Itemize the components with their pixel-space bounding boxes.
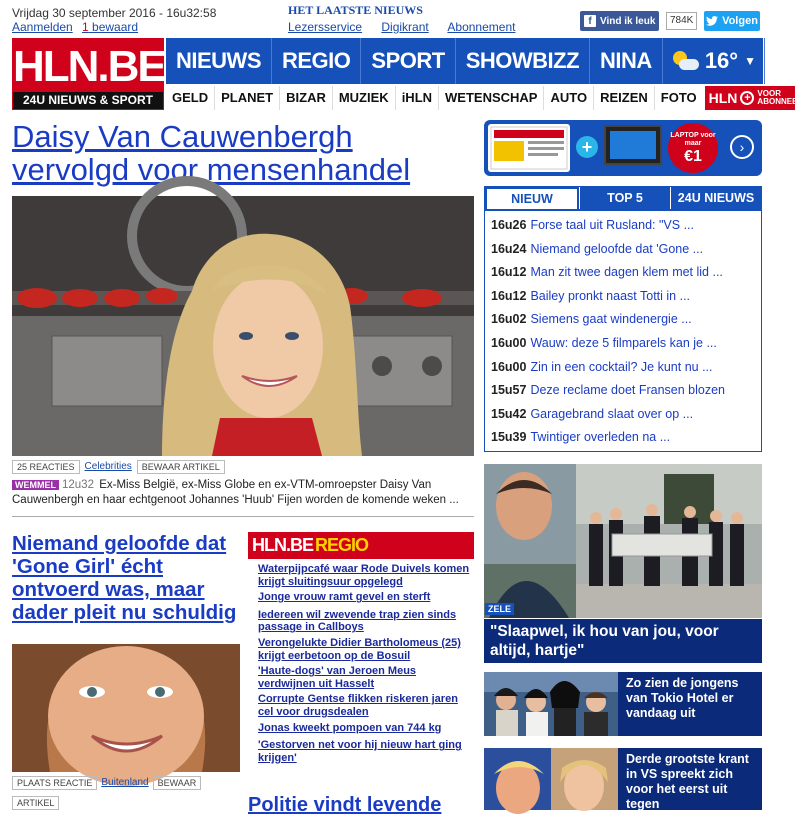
chevron-down-icon: ▼ [744, 54, 756, 68]
nav-regio[interactable]: REGIO [272, 38, 361, 84]
twitter-bird-icon [706, 16, 718, 26]
category-link[interactable]: Buitenland [101, 777, 149, 788]
article-time: 12u32 [62, 479, 94, 491]
regio-item[interactable]: Waterpijpcafé waar Rode Duivels komen krijgt sluitingsuur opgelegd [258, 563, 470, 588]
logo-title: HLN.BE [13, 42, 165, 91]
location-badge: WEMMEL [12, 480, 59, 490]
nav-nina[interactable]: NINA [590, 38, 663, 84]
subnav-muziek[interactable]: MUZIEK [333, 86, 396, 110]
woman-face-photo [12, 644, 240, 772]
newspaper-image [488, 124, 570, 172]
main-article-lead[interactable] [12, 478, 474, 508]
ticker-time: 15u39 [491, 430, 527, 445]
chevron-right-icon[interactable]: › [730, 135, 754, 159]
main-article-image[interactable] [12, 196, 474, 456]
facebook-like-count: 784K [666, 12, 697, 30]
ticker-item[interactable] [491, 238, 761, 262]
search-icon [765, 50, 787, 72]
ticker-title: Siemens gaat windenergie ... [530, 312, 692, 327]
subnav-planet[interactable]: PLANET [215, 86, 280, 110]
ticker-title: Wauw: deze 5 filmparels kan je ... [530, 335, 717, 350]
regio-header[interactable] [248, 532, 474, 559]
ticker-item[interactable] [491, 379, 761, 403]
tab-top5[interactable]: TOP 5 [579, 187, 671, 209]
tokio-hotel-photo [484, 672, 618, 736]
ticker-title: Bailey pronkt naast Totti in ... [530, 288, 691, 303]
price-caption: LAPTOP voor maar [670, 132, 716, 147]
save-article-button[interactable]: BEWAAR ARTIKEL [137, 460, 225, 474]
lezersservice-link[interactable]: Lezersservice [288, 20, 363, 34]
ticker-time: 16u26 [491, 218, 527, 232]
ticker-item[interactable] [491, 332, 761, 356]
us-newspaper-card[interactable] [484, 748, 762, 810]
main-article-tags [12, 460, 225, 474]
ticker-time: 15u42 [491, 406, 527, 421]
save-article-button[interactable]: BEWAAR [153, 776, 202, 790]
hln-plus-button[interactable] [705, 86, 803, 110]
regio-item[interactable]: 'Gestorven net voor hij nieuw hart ging krijgen' [258, 739, 462, 764]
location-badge: ZELE [485, 603, 514, 615]
news-ticker [484, 186, 762, 452]
main-navigation [166, 38, 763, 84]
ticker-time: 16u24 [491, 241, 527, 256]
ticker-item[interactable] [491, 426, 761, 450]
digikrant-link[interactable]: Digikrant [381, 20, 429, 34]
nav-nieuws[interactable]: NIEUWS [166, 38, 272, 84]
second-article-image[interactable] [12, 644, 240, 772]
tab-24u-nieuws[interactable]: 24U NIEUWS [677, 191, 755, 205]
price-value: €1 [684, 148, 702, 165]
saved-label: bewaard [92, 20, 139, 34]
second-headline[interactable]: Niemand geloofde dat 'Gone Girl' écht ontvoerd was, maar dader pleit nu schuldig [12, 532, 237, 624]
partly-cloudy-icon [671, 51, 699, 71]
regio-item[interactable]: Corrupte Gentse flikken riskeren jaren cel voor drugsdealen [258, 693, 458, 718]
subnav-bizar[interactable]: BIZAR [280, 86, 333, 110]
save-article-button-cont[interactable]: ARTIKEL [12, 796, 59, 810]
regio-list [248, 559, 474, 764]
ticker-item[interactable] [491, 308, 761, 332]
regio-item[interactable]: 'Haute-dogs' van Jeroen Meus verdwijnen uit Hasselt [258, 665, 417, 690]
funeral-procession-photo [484, 464, 762, 618]
second-article-tags [12, 776, 201, 790]
ticker-title: Niemand geloofde dat 'Gone ... [530, 241, 704, 256]
login-link[interactable]: Aanmelden [12, 20, 73, 34]
ticker-time: 16u00 [491, 359, 527, 374]
sub-navigation [166, 86, 803, 110]
ticker-time: 16u00 [491, 335, 527, 350]
woman-portrait-photo [12, 196, 474, 456]
place-reaction-button[interactable]: PLAATS REACTIE [12, 776, 97, 790]
ticker-title: Twintiger overleden na ... [530, 430, 671, 445]
saved-articles-link[interactable] [82, 20, 138, 34]
ticker-tabs [485, 187, 761, 211]
current-date: Vrijdag 30 september 2016 - 16u32:58 [12, 6, 217, 20]
facebook-like-label: Vind ik leuk [600, 15, 656, 27]
nav-sport[interactable]: SPORT [361, 38, 455, 84]
category-link[interactable]: Celebrities [84, 461, 132, 472]
subnav-wetenschap[interactable]: WETENSCHAP [439, 86, 544, 110]
facebook-like-button[interactable] [580, 11, 659, 31]
logo-subtitle: 24U NIEUWS & SPORT [13, 92, 163, 109]
service-links [288, 20, 531, 34]
ticker-item[interactable] [491, 356, 761, 380]
hln-plus-label: VOOR ABONNEES [757, 89, 803, 106]
regio-item[interactable]: Iedereen wil zwevende trap zien sinds passage in Callboys [258, 608, 457, 634]
laptop-image [604, 125, 662, 165]
regio-box [248, 532, 474, 782]
ticker-item[interactable] [491, 403, 761, 427]
subnav-auto[interactable]: AUTO [544, 86, 594, 110]
regio-item[interactable]: Verongelukte Didier Bartholomeus (25) krijgt eerbetoon op de Bosuil [258, 637, 461, 662]
plus-icon: + [576, 136, 598, 158]
ticker-time: 15u57 [491, 383, 527, 398]
ticker-time: 16u02 [491, 312, 527, 327]
abonnement-link[interactable]: Abonnement [447, 20, 516, 34]
ticker-title: Deze reclame doet Fransen blozen [530, 383, 726, 398]
regio-label: REGIO [315, 535, 369, 555]
twitter-follow-button[interactable] [704, 11, 760, 31]
regio-item[interactable]: Jonas kweekt pompoen van 744 kg [258, 721, 442, 734]
regio-brand: HLN.BE [252, 535, 313, 555]
hln-plus-brand: HLN [708, 90, 738, 106]
ticker-list [485, 211, 761, 450]
ticker-title: Zin in een cocktail? Je kunt nu ... [530, 359, 713, 374]
twitter-follow-label: Volgen [722, 15, 758, 27]
subnav-foto[interactable]: FOTO [660, 90, 697, 105]
tokio-hotel-card[interactable] [484, 672, 762, 736]
het-laatste-nieuws-logo[interactable]: HET LAATSTE NIEUWS [288, 3, 423, 17]
ticker-item[interactable] [491, 261, 761, 285]
utility-bar [0, 0, 763, 36]
ticker-title: Forse taal uit Rusland: "VS ... [530, 218, 694, 232]
price-badge [668, 123, 718, 173]
lead-text: Ex-Miss België, ex-Miss Globe en ex-VTM-omroepster Daisy Van Cauwenbergh en haar echtgenoot Johannes 'Huub' Fijen worden de komende weken ... [12, 479, 459, 506]
plus-icon: + [740, 91, 754, 105]
funeral-feature-image[interactable] [484, 464, 762, 618]
ticker-time: 16u12 [491, 265, 527, 280]
subnav-reizen[interactable]: REIZEN [594, 86, 655, 110]
ticker-item[interactable] [491, 285, 761, 309]
ticker-title: Man zit twee dagen klem met lid ... [530, 265, 723, 280]
subnav-ihln[interactable]: iHLN [396, 86, 439, 110]
ticker-title: Garagebrand slaat over op ... [530, 406, 694, 421]
fourth-headline[interactable]: Politie vindt levende [248, 794, 442, 816]
reactions-count-button[interactable]: 25 REACTIES [12, 460, 80, 474]
subscription-promo-banner[interactable] [484, 120, 762, 176]
ticker-item[interactable] [491, 214, 761, 238]
ticker-time: 16u12 [491, 288, 527, 303]
saved-count: 1 [82, 20, 89, 34]
hln-logo[interactable] [12, 38, 164, 110]
card-title: Derde grootste krant in VS spreekt zich voor het eerst uit tegen [626, 752, 749, 811]
main-headline[interactable]: Daisy Van Cauwenbergh vervolgd voor mensenhandel [12, 119, 411, 187]
regio-item[interactable]: Jonge vrouw ramt gevel en sterft [258, 591, 431, 604]
subnav-geld[interactable]: GELD [166, 86, 215, 110]
card-title: Zo zien de jongens van Tokio Hotel er vandaag uit [626, 676, 739, 720]
facebook-icon: f [584, 15, 596, 27]
temperature: 16° [704, 48, 739, 73]
nav-showbizz[interactable]: SHOWBIZZ [456, 38, 590, 84]
tab-nieuw[interactable]: NIEUW [487, 189, 577, 209]
divider [12, 516, 474, 517]
feature-quote-headline[interactable]: "Slaapwel, ik hou van jou, voor altijd, hartje" [484, 619, 762, 663]
trump-clinton-photo [484, 748, 618, 812]
search-button[interactable] [765, 38, 787, 84]
weather-widget[interactable] [663, 38, 765, 84]
